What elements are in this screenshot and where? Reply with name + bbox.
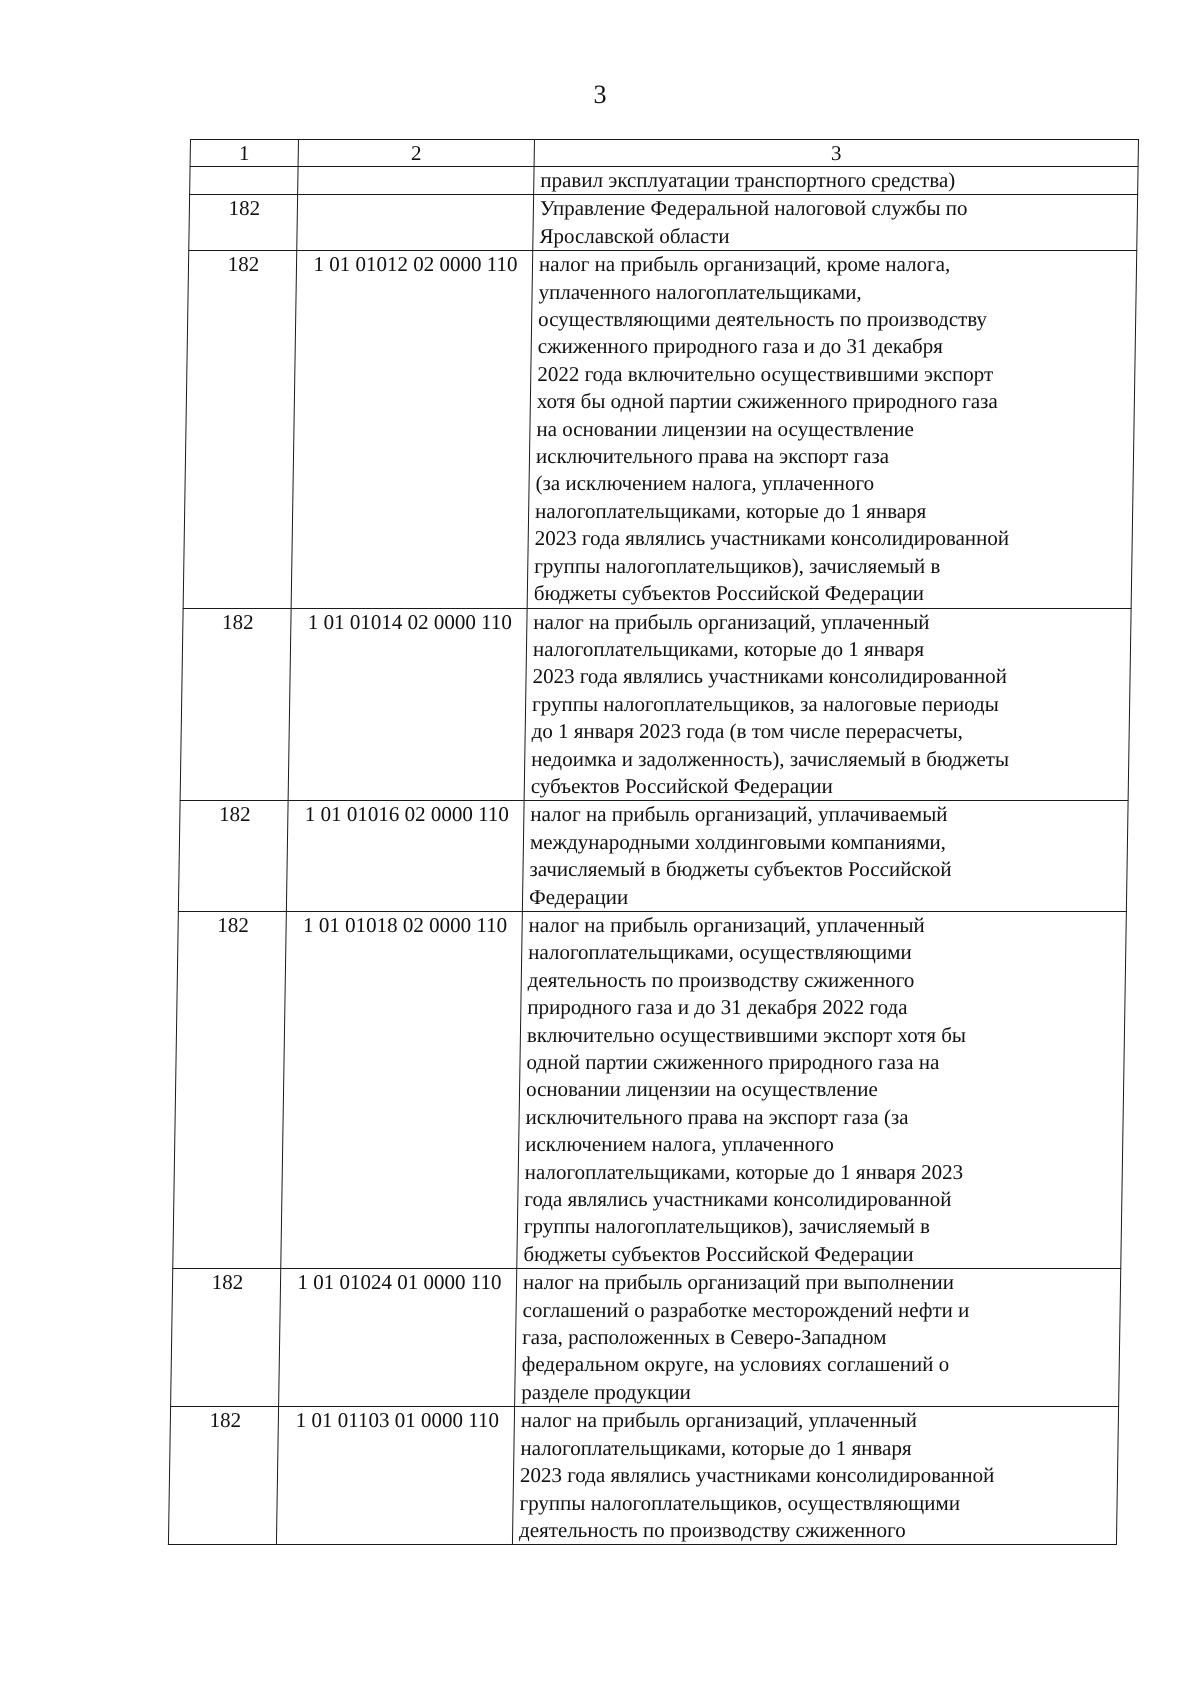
description-line: хотя бы одной партии сжиженного природного газа	[536, 389, 998, 414]
description-line: зачисляемый в бюджеты субъектов Российской	[529, 857, 952, 882]
description-line: деятельность по производству сжиженного	[527, 967, 915, 992]
description-line: субъектов Российской Федерации	[530, 773, 834, 798]
description-line: группы налогоплательщиков, осуществляющими	[519, 1490, 961, 1515]
description-line: уплаченного налогоплательщиками,	[538, 279, 862, 304]
budget-classification-code-cell: 1 01 01103 01 0000 110	[276, 1407, 514, 1545]
table-row	[190, 167, 1138, 195]
admin-code-cell: 182	[173, 911, 287, 1268]
column-header-2: 2	[298, 140, 534, 167]
income-description-cell	[534, 167, 1138, 195]
page-number: 3	[593, 80, 607, 109]
budget-classification-code-cell: 1 01 01014 02 0000 110	[288, 608, 527, 801]
description-line: правил эксплуатации транспортного средства)	[540, 168, 956, 192]
admin-code-cell: 182	[171, 1269, 281, 1407]
description-line: налог на прибыль организаций, кроме налога,	[538, 252, 951, 277]
description-line: 2023 года являлись участниками консолидированной	[534, 526, 1010, 551]
description-line: Управление Федеральной налоговой службы по	[539, 196, 968, 221]
income-description-cell	[533, 195, 1138, 251]
income-description-cell	[517, 911, 1127, 1268]
budget-classification-code-cell: 1 01 01018 02 0000 110	[281, 911, 523, 1268]
admin-code-cell: 182	[180, 608, 291, 801]
admin-code-cell	[190, 167, 298, 195]
column-header-1: 1	[190, 140, 298, 167]
budget-classification-code-cell	[297, 195, 534, 251]
description-line: бюджеты субъектов Российской Федерации	[523, 1241, 914, 1266]
description-line: деятельность по производству сжиженного	[518, 1517, 906, 1542]
budget-classification-code-cell	[298, 167, 534, 195]
description-line: налог на прибыль организаций, уплаченный	[520, 1408, 918, 1433]
description-line: до 1 января 2023 года (в том числе перерасчеты,	[531, 719, 964, 744]
table-row	[180, 608, 1131, 801]
budget-code-table	[168, 139, 1139, 1545]
budget-classification-code-cell: 1 01 01024 01 0000 110	[279, 1269, 517, 1407]
description-line: сжиженного природного газа и до 31 декабря	[537, 334, 944, 359]
table-row	[183, 251, 1137, 608]
description-line: одной партии сжиженного природного газа на	[526, 1050, 940, 1074]
description-line: бюджеты субъектов Российской Федерации	[533, 581, 925, 606]
table-row	[168, 1407, 1118, 1545]
description-line: соглашений о разработке месторождений нефти и	[522, 1297, 970, 1322]
description-line: газа, расположенных в Северо-Западном	[521, 1325, 887, 1350]
description-line: включительно осуществившими экспорт хотя бы	[526, 1022, 967, 1047]
income-description-cell	[527, 251, 1137, 608]
admin-code-cell: 182	[183, 251, 297, 608]
table-body	[168, 167, 1138, 1545]
description-line: 2023 года являлись участниками консолидированной	[532, 664, 1008, 689]
description-line: 2023 года являлись участниками консолидированной	[519, 1463, 995, 1488]
description-line: Ярославской области	[539, 223, 730, 248]
description-line: осуществляющими деятельность по производству	[537, 307, 988, 332]
description-line: исключительного права на экспорт газа (за	[525, 1104, 909, 1129]
description-line: группы налогоплательщиков), зачисляемый в	[534, 553, 941, 578]
description-line: группы налогоплательщиков, за налоговые периоды	[531, 691, 1000, 716]
table-header-row	[190, 140, 1138, 167]
description-line: федеральном округе, на условиях соглашений о	[521, 1352, 950, 1377]
description-line: Федерации	[528, 884, 629, 909]
description-line: налог на прибыль организаций, уплачиваемый	[530, 802, 948, 827]
description-line: налог на прибыль организаций при выполнении	[522, 1270, 955, 1295]
budget-classification-code-cell: 1 01 01016 02 0000 110	[286, 801, 524, 912]
description-line: налог на прибыль организаций, уплаченный	[528, 912, 925, 937]
income-description-cell	[512, 1407, 1118, 1545]
description-line: налог на прибыль организаций, уплаченный	[533, 609, 930, 634]
description-line: международными холдинговыми компаниями,	[529, 829, 947, 854]
table-row	[178, 801, 1128, 912]
description-line: (за исключением налога, уплаченного	[535, 471, 875, 496]
table-row	[171, 1269, 1121, 1407]
income-description-cell	[522, 801, 1128, 912]
description-line: исключительного права на экспорт газа	[535, 444, 890, 469]
description-line: разделе продукции	[521, 1379, 692, 1404]
description-line: основании лицензии на осуществление	[525, 1077, 878, 1102]
description-line: года являлись участниками консолидированной	[524, 1187, 952, 1212]
description-line: налогоплательщиками, осуществляющими	[528, 940, 912, 965]
description-line: налогоплательщиками, которые до 1 января	[534, 498, 927, 523]
description-line: недоимка и задолженность), зачисляемый в бюджеты	[531, 746, 1010, 771]
table-row	[173, 911, 1127, 1268]
admin-code-cell: 182	[189, 195, 298, 251]
description-line: исключением налога, уплаченного	[525, 1132, 835, 1157]
description-line: налогоплательщиками, которые до 1 января 2023	[524, 1159, 964, 1184]
description-line: на основании лицензии на осуществление	[536, 416, 915, 441]
budget-classification-code-cell: 1 01 01012 02 0000 110	[291, 251, 533, 608]
description-line: 2022 года включительно осуществившими экспорт	[537, 361, 994, 386]
description-line: налогоплательщиками, которые до 1 января	[520, 1435, 912, 1460]
description-line: природного газа и до 31 декабря 2022 года	[527, 995, 908, 1020]
admin-code-cell: 182	[178, 801, 288, 912]
description-line: налогоплательщиками, которые до 1 января	[532, 636, 925, 661]
admin-code-cell: 182	[168, 1407, 278, 1545]
income-description-cell	[524, 608, 1131, 801]
income-description-cell	[515, 1269, 1121, 1407]
table-row	[189, 195, 1138, 251]
column-header-3: 3	[534, 140, 1138, 167]
description-line: группы налогоплательщиков), зачисляемый в	[523, 1214, 931, 1239]
